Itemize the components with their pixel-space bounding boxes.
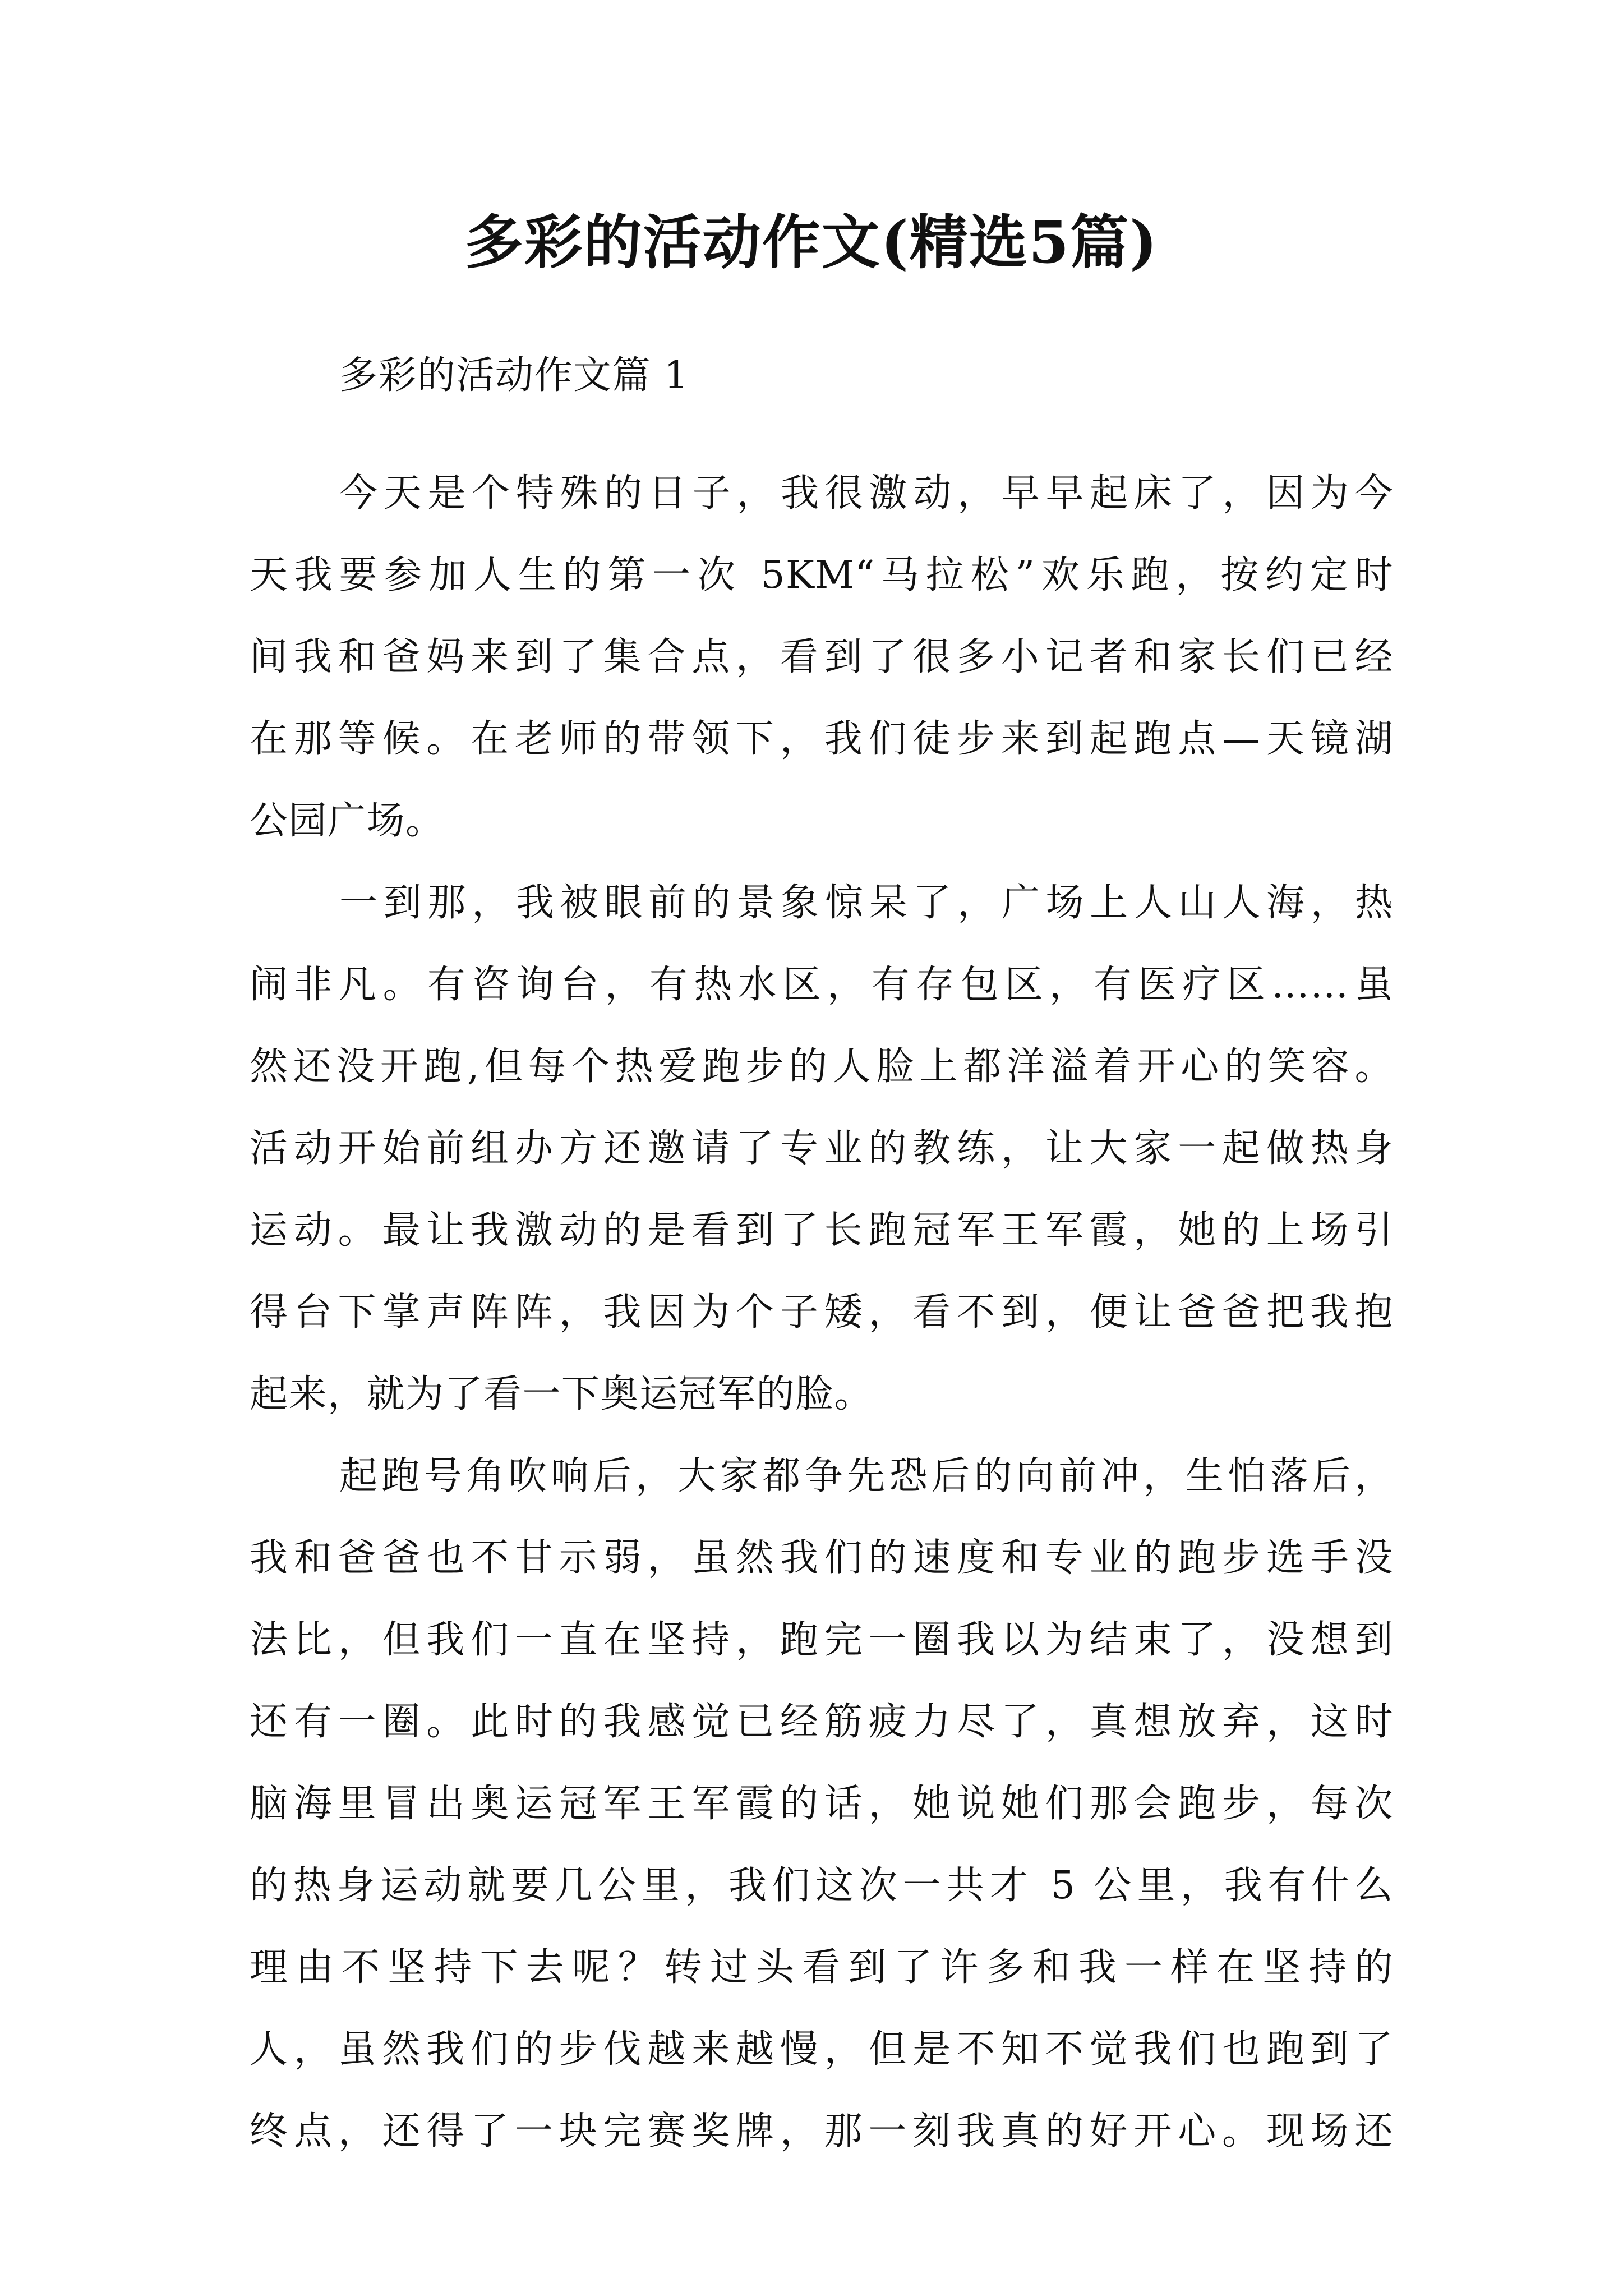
paragraph-line: 终点，还得了一块完赛奖牌，那一刻我真的好开心。现场还 (250, 2109, 1394, 2154)
paragraph-line: 脑海里冒出奥运冠军王军霞的话，她说她们那会跑步，每次 (250, 1782, 1394, 1826)
paragraph-line: 人，虽然我们的步伐越来越慢，但是不知不觉我们也跑到了 (250, 2027, 1394, 2072)
paragraph-line: 今天是个特殊的日子，我很激动，早早起床了，因为今 (339, 471, 1394, 516)
document-title: 多彩的活动作文(精选5篇) (464, 208, 1159, 277)
paragraph-line: 一到那，我被眼前的景象惊呆了，广场上人山人海，热 (339, 881, 1394, 925)
paragraph-line: 还有一圈。此时的我感觉已经筋疲力尽了，真想放弃，这时 (250, 1700, 1394, 1744)
paragraph-line: 然还没开跑,但每个热爱跑步的人脸上都洋溢着开心的笑容。 (250, 1045, 1394, 1089)
section-heading: 多彩的活动作文篇 1 (339, 353, 689, 398)
paragraph-line: 法比，但我们一直在坚持，跑完一圈我以为结束了，没想到 (250, 1618, 1394, 1662)
paragraph-line: 得台下掌声阵阵，我因为个子矮，看不到，便让爸爸把我抱 (250, 1290, 1394, 1335)
paragraph-line: 理由不坚持下去呢？转过头看到了许多和我一样在坚持的 (250, 1945, 1394, 1990)
paragraph-line: 在那等候。在老师的带领下，我们徒步来到起跑点—天镜湖 (250, 717, 1394, 761)
paragraph-line: 闹非凡。有咨询台，有热水区，有存包区，有医疗区……虽 (250, 963, 1394, 1007)
paragraph-line: 的热身运动就要几公里，我们这次一共才 5 公里，我有什么 (250, 1864, 1394, 1908)
paragraph-line: 起来，就为了看一下奥运冠军的脸。 (250, 1372, 874, 1416)
paragraph-line: 天我要参加人生的第一次 5KM“马拉松”欢乐跑，按约定时 (250, 553, 1394, 597)
paragraph-line: 我和爸爸也不甘示弱，虽然我们的速度和专业的跑步选手没 (250, 1536, 1394, 1580)
paragraph-line: 活动开始前组办方还邀请了专业的教练，让大家一起做热身 (250, 1126, 1394, 1171)
paragraph-line: 运动。最让我激动的是看到了长跑冠军王军霞，她的上场引 (250, 1208, 1394, 1253)
paragraph-line: 间我和爸妈来到了集合点，看到了很多小记者和家长们已经 (250, 635, 1394, 679)
paragraph-line: 起跑号角吹响后，大家都争先恐后的向前冲，生怕落后， (339, 1454, 1394, 1498)
paragraph-line: 公园广场。 (250, 799, 445, 843)
